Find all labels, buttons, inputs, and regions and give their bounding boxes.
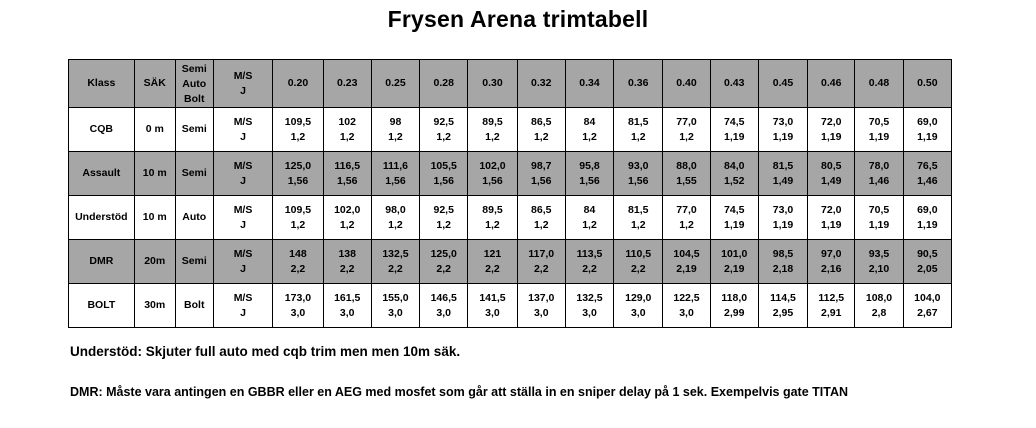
- cell-value: [710, 196, 758, 240]
- cell-value: [758, 152, 807, 196]
- cell-value: [710, 152, 758, 196]
- cell-value: [468, 108, 517, 152]
- cell-value: [517, 152, 565, 196]
- cell-value: [855, 196, 903, 240]
- joule-value: 1,2: [630, 130, 646, 143]
- cell-value: [468, 240, 517, 284]
- speed-value: 73,0: [772, 203, 794, 216]
- joule-value: 2,2: [436, 262, 452, 275]
- speed-value: 173,0: [284, 291, 312, 304]
- joule-value: 1,56: [531, 174, 552, 187]
- speed-value: 84: [583, 115, 596, 128]
- note-understod: Understöd: Skjuter full auto med cqb trim men men 10m säk.: [70, 344, 461, 359]
- joule-value: 1,19: [917, 218, 938, 231]
- speed-value: 108,0: [865, 291, 893, 304]
- speed-value: 77,0: [676, 203, 697, 216]
- cell-mode: Semi: [175, 152, 213, 196]
- speed-value: 95,8: [579, 159, 600, 172]
- cell-value: [420, 108, 468, 152]
- joule-value: 1,56: [287, 174, 309, 187]
- speed-value: 80,5: [821, 159, 842, 172]
- speed-value: 146,5: [430, 291, 457, 304]
- table-row: [69, 108, 952, 152]
- cell-mode: Auto: [175, 196, 213, 240]
- cell-klass: CQB: [69, 108, 135, 152]
- cell-value: [903, 108, 951, 152]
- joule-value: 1,2: [290, 130, 306, 143]
- cell-value: [614, 196, 663, 240]
- cell-value: [758, 196, 807, 240]
- speed-value: 122,5: [673, 291, 700, 304]
- joule-value: 1,2: [388, 130, 403, 143]
- speed-value: 81,5: [772, 159, 794, 172]
- header-fps: 0.34: [565, 60, 613, 108]
- joule-value: 2,8: [871, 306, 887, 319]
- cell-unit: M/S J: [213, 284, 273, 328]
- header-fps: 0.20: [273, 60, 323, 108]
- joule-value: 1,19: [772, 130, 794, 143]
- speed-value: 114,5: [770, 291, 796, 304]
- cell-value: [758, 284, 807, 328]
- cell-value: [517, 108, 565, 152]
- speed-value: 101,0: [721, 247, 748, 260]
- speed-value: 81,5: [628, 203, 649, 216]
- joule-value: 1,2: [582, 218, 597, 231]
- cell-klass: Assault: [69, 152, 135, 196]
- speed-value: 69,0: [917, 203, 938, 216]
- joule-value: 3,0: [679, 306, 694, 319]
- speed-value: 69,0: [917, 115, 938, 128]
- speed-value: 141,5: [479, 291, 506, 304]
- speed-value: 125,0: [284, 159, 312, 172]
- cell-value: [420, 152, 468, 196]
- cell-mode: Semi: [175, 240, 213, 284]
- speed-value: 89,5: [482, 203, 503, 216]
- joule-value: 1,2: [339, 130, 355, 143]
- cell-value: [323, 152, 371, 196]
- note-dmr: DMR: Måste vara antingen en GBBR eller en AEG med mosfet som går att ställa in en sniper delay på 1 sek. Exempelvis gate TITAN: [70, 385, 849, 399]
- cell-value: [663, 108, 710, 152]
- header-fps: 0.50: [903, 60, 951, 108]
- speed-value: 105,5: [430, 159, 457, 172]
- speed-value: 132,5: [576, 291, 603, 304]
- speed-value: 72,0: [821, 203, 842, 216]
- joule-value: 1,19: [821, 130, 842, 143]
- cell-sak: 20m: [134, 240, 175, 284]
- joule-value: 3,0: [388, 306, 403, 319]
- header-fps: 0.46: [808, 60, 855, 108]
- cell-mode: Semi: [175, 108, 213, 152]
- joule-value: 3,0: [339, 306, 355, 319]
- joule-value: 2,18: [772, 262, 794, 275]
- cell-value: [614, 108, 663, 152]
- header-fps: 0.30: [468, 60, 517, 108]
- header-fps: 0.36: [614, 60, 663, 108]
- cell-value: [903, 196, 951, 240]
- speed-value: 98,0: [385, 203, 406, 216]
- speed-value: 72,0: [821, 115, 842, 128]
- joule-value: 1,2: [436, 218, 452, 231]
- joule-value: 1,49: [821, 174, 842, 187]
- header-mode: Semi Auto Bolt: [175, 60, 213, 108]
- header-klass: Klass: [69, 60, 135, 108]
- cell-klass: DMR: [69, 240, 135, 284]
- speed-value: 86,5: [531, 203, 552, 216]
- page-title: Frysen Arena trimtabell: [387, 6, 649, 32]
- joule-value: 3,0: [630, 306, 646, 319]
- speed-value: 102,0: [334, 203, 361, 216]
- cell-value: [663, 196, 710, 240]
- joule-value: 3,0: [436, 306, 452, 319]
- cell-unit: M/S J: [213, 108, 273, 152]
- speed-value: 93,5: [868, 247, 890, 260]
- speed-value: 155,0: [382, 291, 409, 304]
- cell-value: [517, 240, 565, 284]
- joule-value: 2,19: [724, 262, 745, 275]
- joule-value: 3,0: [582, 306, 597, 319]
- cell-value: [855, 240, 903, 284]
- joule-value: 2,2: [630, 262, 646, 275]
- cell-value: [808, 196, 855, 240]
- joule-value: 1,19: [868, 130, 890, 143]
- speed-value: 112,5: [818, 291, 845, 304]
- joule-value: 1,2: [388, 218, 403, 231]
- speed-value: 102,0: [479, 159, 506, 172]
- speed-value: 74,5: [724, 115, 745, 128]
- cell-value: [855, 152, 903, 196]
- cell-sak: 30m: [134, 284, 175, 328]
- joule-value: 1,2: [679, 130, 694, 143]
- header-fps: 0.43: [710, 60, 758, 108]
- speed-value: 102: [338, 115, 356, 128]
- cell-value: [371, 152, 419, 196]
- speed-value: 89,5: [482, 115, 503, 128]
- cell-value: [565, 284, 613, 328]
- joule-value: 1,2: [533, 130, 549, 143]
- speed-value: 109,5: [284, 203, 312, 216]
- cell-value: [758, 240, 807, 284]
- joule-value: 1,19: [772, 218, 794, 231]
- speed-value: 118,0: [721, 291, 748, 304]
- cell-value: [468, 152, 517, 196]
- table-row: [69, 152, 952, 196]
- joule-value: 1,56: [482, 174, 503, 187]
- speed-value: 110,5: [625, 247, 652, 260]
- joule-value: 1,46: [917, 174, 938, 187]
- header-fps: 0.23: [323, 60, 371, 108]
- speed-value: 74,5: [724, 203, 745, 216]
- cell-value: [273, 152, 323, 196]
- speed-value: 113,5: [576, 247, 603, 260]
- speed-value: 121: [483, 247, 502, 260]
- table-row: [69, 240, 952, 284]
- cell-value: [903, 284, 951, 328]
- cell-value: [903, 152, 951, 196]
- header-fps: 0.32: [517, 60, 565, 108]
- speed-value: 73,0: [772, 115, 794, 128]
- speed-value: 76,5: [917, 159, 938, 172]
- cell-value: [565, 240, 613, 284]
- joule-value: 1,49: [772, 174, 794, 187]
- header-unit: M/S J: [213, 60, 273, 108]
- cell-value: [614, 284, 663, 328]
- speed-value: 93,0: [628, 159, 649, 172]
- speed-value: 117,0: [528, 247, 555, 260]
- joule-value: 1,2: [339, 218, 355, 231]
- header-fps: 0.45: [758, 60, 807, 108]
- cell-value: [710, 240, 758, 284]
- cell-value: [663, 152, 710, 196]
- joule-value: 1,52: [724, 174, 745, 187]
- header-fps: 0.40: [663, 60, 710, 108]
- table-row: [69, 196, 952, 240]
- cell-unit: M/S J: [213, 152, 273, 196]
- cell-value: [710, 108, 758, 152]
- table-row: [69, 284, 952, 328]
- cell-value: [273, 240, 323, 284]
- joule-value: 1,2: [533, 218, 549, 231]
- joule-value: 1,56: [628, 174, 649, 187]
- cell-klass: Understöd: [69, 196, 135, 240]
- cell-value: [468, 284, 517, 328]
- speed-value: 88,0: [676, 159, 697, 172]
- cell-value: [614, 240, 663, 284]
- speed-value: 77,0: [676, 115, 697, 128]
- header-fps: 0.48: [855, 60, 903, 108]
- speed-value: 84: [583, 203, 596, 216]
- speed-value: 92,5: [433, 115, 454, 128]
- joule-value: 1,56: [337, 174, 358, 187]
- speed-value: 161,5: [334, 291, 361, 304]
- speed-value: 132,5: [382, 247, 409, 260]
- speed-value: 125,0: [430, 247, 457, 260]
- cell-value: [565, 108, 613, 152]
- speed-value: 137,0: [528, 291, 555, 304]
- cell-value: [517, 196, 565, 240]
- cell-value: [371, 240, 419, 284]
- cell-value: [710, 284, 758, 328]
- joule-value: 2,2: [388, 262, 403, 275]
- speed-value: 81,5: [628, 115, 649, 128]
- cell-value: [420, 284, 468, 328]
- speed-value: 90,5: [917, 247, 938, 260]
- cell-value: [808, 240, 855, 284]
- header-fps: 0.28: [420, 60, 468, 108]
- joule-value: 1,2: [485, 218, 500, 231]
- joule-value: 1,19: [724, 218, 745, 231]
- joule-value: 3,0: [533, 306, 549, 319]
- speed-value: 104,0: [914, 291, 941, 304]
- cell-value: [614, 152, 663, 196]
- header-sak: SÄK: [134, 60, 175, 108]
- joule-value: 2,05: [917, 262, 938, 275]
- joule-value: 3,0: [290, 306, 306, 319]
- speed-value: 148: [289, 247, 307, 260]
- speed-value: 86,5: [531, 115, 552, 128]
- cell-value: [663, 240, 710, 284]
- speed-value: 84,0: [724, 159, 745, 172]
- speed-value: 138: [338, 247, 356, 260]
- cell-sak: 10 m: [134, 196, 175, 240]
- joule-value: 2,91: [821, 306, 842, 319]
- cell-unit: M/S J: [213, 240, 273, 284]
- speed-value: 98: [389, 115, 402, 128]
- joule-value: 1,46: [868, 174, 890, 187]
- cell-value: [273, 196, 323, 240]
- joule-value: 1,2: [436, 130, 452, 143]
- joule-value: 1,2: [630, 218, 646, 231]
- speed-value: 70,5: [868, 115, 890, 128]
- cell-value: [855, 108, 903, 152]
- joule-value: 1,56: [579, 174, 600, 187]
- cell-value: [323, 284, 371, 328]
- cell-value: [273, 108, 323, 152]
- joule-value: 1,19: [868, 218, 890, 231]
- trim-table: [68, 59, 952, 328]
- cell-value: [663, 284, 710, 328]
- cell-sak: 0 m: [134, 108, 175, 152]
- speed-value: 104,5: [673, 247, 700, 260]
- cell-mode: Bolt: [175, 284, 213, 328]
- joule-value: 2,2: [582, 262, 597, 275]
- header-fps: 0.25: [371, 60, 419, 108]
- joule-value: 2,95: [772, 306, 794, 319]
- cell-value: [517, 284, 565, 328]
- cell-value: [808, 284, 855, 328]
- joule-value: 1,2: [582, 130, 597, 143]
- speed-value: 78,0: [868, 159, 890, 172]
- cell-value: [420, 240, 468, 284]
- speed-value: 92,5: [433, 203, 454, 216]
- joule-value: 1,2: [485, 130, 500, 143]
- header-row: [69, 60, 952, 108]
- cell-value: [468, 196, 517, 240]
- joule-value: 2,10: [868, 262, 890, 275]
- speed-value: 98,7: [531, 159, 552, 172]
- cell-unit: M/S J: [213, 196, 273, 240]
- cell-klass: BOLT: [69, 284, 135, 328]
- cell-value: [758, 108, 807, 152]
- joule-value: 1,55: [676, 174, 697, 187]
- cell-value: [420, 196, 468, 240]
- joule-value: 2,2: [290, 262, 306, 275]
- cell-value: [565, 196, 613, 240]
- joule-value: 2,2: [533, 262, 549, 275]
- cell-value: [565, 152, 613, 196]
- speed-value: 97,0: [821, 247, 842, 260]
- joule-value: 1,19: [821, 218, 842, 231]
- cell-value: [371, 108, 419, 152]
- joule-value: 1,56: [385, 174, 406, 187]
- joule-value: 2,19: [676, 262, 697, 275]
- cell-value: [323, 240, 371, 284]
- cell-value: [371, 196, 419, 240]
- joule-value: 3,0: [485, 306, 500, 319]
- joule-value: 2,67: [917, 306, 938, 319]
- joule-value: 2,2: [339, 262, 355, 275]
- speed-value: 70,5: [868, 203, 890, 216]
- joule-value: 1,2: [290, 218, 306, 231]
- cell-value: [903, 240, 951, 284]
- cell-value: [808, 108, 855, 152]
- joule-value: 2,2: [485, 262, 500, 275]
- joule-value: 2,16: [821, 262, 842, 275]
- speed-value: 129,0: [625, 291, 652, 304]
- cell-value: [808, 152, 855, 196]
- joule-value: 2,99: [724, 306, 745, 319]
- speed-value: 109,5: [284, 115, 312, 128]
- joule-value: 1,2: [679, 218, 694, 231]
- speed-value: 111,6: [382, 159, 409, 172]
- speed-value: 98,5: [772, 247, 794, 260]
- cell-value: [855, 284, 903, 328]
- cell-value: [371, 284, 419, 328]
- cell-value: [273, 284, 323, 328]
- speed-value: 116,5: [334, 159, 361, 172]
- cell-sak: 10 m: [134, 152, 175, 196]
- cell-value: [323, 108, 371, 152]
- cell-value: [323, 196, 371, 240]
- joule-value: 1,19: [724, 130, 745, 143]
- joule-value: 1,56: [433, 174, 454, 187]
- joule-value: 1,19: [917, 130, 938, 143]
